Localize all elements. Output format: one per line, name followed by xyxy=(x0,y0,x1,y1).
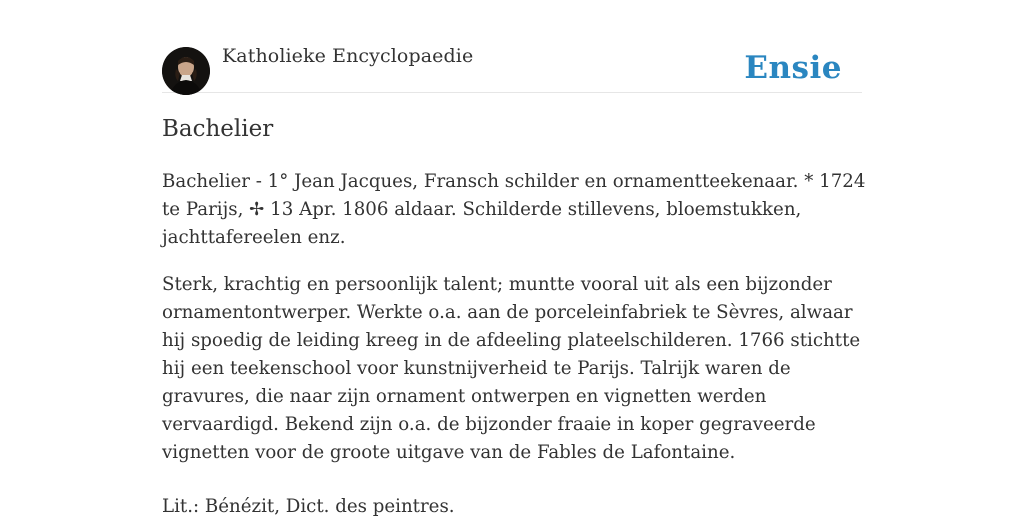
literature-reference: Lit.: Bénézit, Dict. des peintres. xyxy=(162,496,455,517)
brand-logo[interactable]: Ensie xyxy=(744,50,842,86)
article-paragraph: Bachelier - 1° Jean Jacques, Fransch schilder en ornamentteekenaar. * 1724 te Parijs, ✢ 13 Apr. 1806 aldaar. Schilderde stillevens, bloemstukken, jachttafereelen enz. xyxy=(162,171,866,248)
site-header xyxy=(162,0,862,93)
page-container xyxy=(162,0,866,517)
site-name[interactable]: Katholieke Encyclopaedie xyxy=(222,45,474,67)
portrait-icon xyxy=(162,47,210,95)
author-avatar[interactable] xyxy=(162,47,210,95)
page-title: Bachelier xyxy=(162,116,274,142)
article-paragraph: Sterk, krachtig en persoonlijk talent; muntte vooral uit als een bijzonder ornamentontwerper. Werkte o.a. aan de porceleinfabriek te Sèvres, alwaar hij spoedig de leiding kreeg in de afdeeling plateelschilderen. 1766 stichtte hij een teekenschool voor kunstnijverheid te Parijs. Talrijk waren de gravures, die naar zijn ornament ontwerpen en vignetten werden vervaardigd. Bekend zijn o.a. de bijzonder fraaie in koper gegraveerde vignetten voor de groote uitgave van de Fables de Lafontaine. xyxy=(162,274,861,463)
